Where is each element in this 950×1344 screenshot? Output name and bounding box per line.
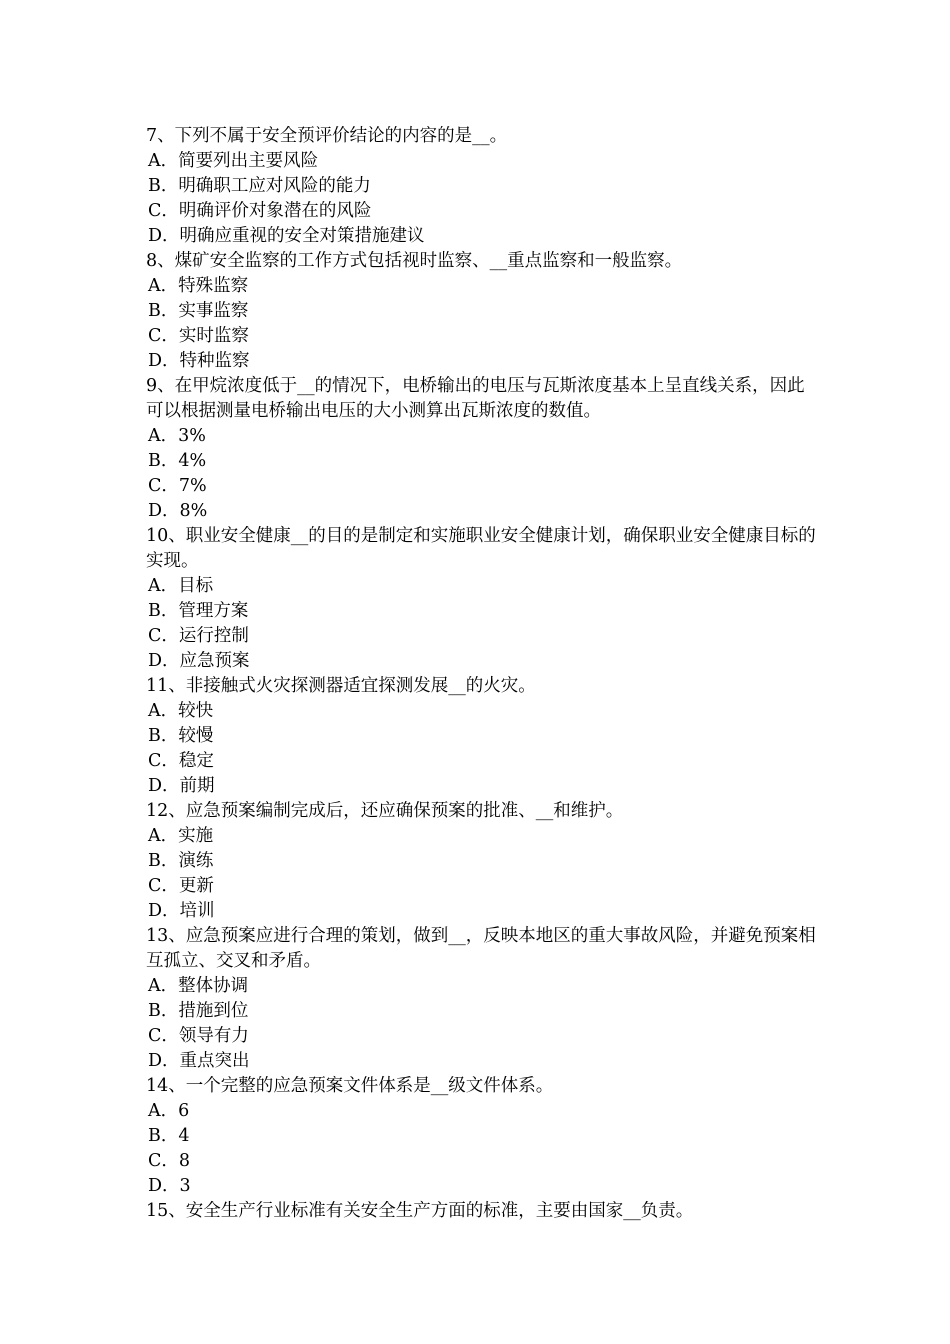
question-text: 10、职业安全健康__的目的是制定和实施职业安全健康计划，确保职业安全健康目标的实现。: [146, 526, 816, 571]
answer-option: D．培训: [148, 901, 215, 921]
answer-option: B．4: [148, 1126, 190, 1146]
question-block: [146, 524, 816, 674]
question-text: 13、应急预案应进行合理的策划，做到__，反映本地区的重大事故风险，并避免预案相互孤立、交叉和矛盾。: [146, 926, 816, 971]
question-block: [146, 1074, 816, 1199]
answer-option: B．明确职工应对风险的能力: [148, 176, 371, 196]
question-text: 12、应急预案编制完成后，还应确保预案的批准、__和维护。: [146, 801, 624, 821]
answer-option: D．应急预案: [148, 651, 250, 671]
question-block: [146, 674, 816, 799]
question-block: [146, 799, 816, 924]
answer-option: A．简要列出主要风险: [148, 151, 319, 171]
question-block: [146, 124, 816, 249]
answer-option: D．前期: [148, 776, 215, 796]
answer-option: B．4%: [148, 451, 207, 471]
question-text: 7、下列不属于安全预评价结论的内容的是__。: [146, 126, 508, 146]
answer-option: A．实施: [148, 826, 214, 846]
answer-option: C．领导有力: [148, 1026, 249, 1046]
question-text: 15、安全生产行业标准有关安全生产方面的标准，主要由国家__负责。: [146, 1201, 694, 1221]
question-text: 8、煤矿安全监察的工作方式包括视时监察、__重点监察和一般监察。: [146, 251, 683, 271]
answer-option: C．运行控制: [148, 626, 249, 646]
answer-option: A．目标: [148, 576, 214, 596]
answer-option: D．8%: [148, 501, 208, 521]
answer-option: C．实时监察: [148, 326, 249, 346]
question-block: [146, 249, 816, 374]
answer-option: D．明确应重视的安全对策措施建议: [148, 226, 425, 246]
answer-option: C．8: [148, 1151, 191, 1171]
question-block: [146, 1199, 816, 1224]
question-text: 9、在甲烷浓度低于__的情况下，电桥输出的电压与瓦斯浓度基本上呈直线关系，因此可以根据测量电桥输出电压的大小测算出瓦斯浓度的数值。: [146, 376, 805, 421]
answer-option: D．3: [148, 1176, 191, 1196]
answer-option: C．更新: [148, 876, 214, 896]
question-block: [146, 374, 816, 524]
question-list: [146, 124, 816, 1224]
question-text: 14、一个完整的应急预案文件体系是__级文件体系。: [146, 1076, 554, 1096]
answer-option: D．特种监察: [148, 351, 250, 371]
question-text: 11、非接触式火灾探测器适宜探测发展__的火灾。: [146, 676, 536, 696]
answer-option: A．整体协调: [148, 976, 249, 996]
question-block: [146, 924, 816, 1074]
answer-option: A．6: [148, 1101, 190, 1121]
answer-option: A．较快: [148, 701, 214, 721]
answer-option: B．较慢: [148, 726, 214, 746]
answer-option: B．措施到位: [148, 1001, 249, 1021]
answer-option: A．特殊监察: [148, 276, 249, 296]
answer-option: D．重点突出: [148, 1051, 250, 1071]
answer-option: C．稳定: [148, 751, 214, 771]
answer-option: C．7%: [148, 476, 207, 496]
answer-option: B．管理方案: [148, 601, 249, 621]
answer-option: C．明确评价对象潜在的风险: [148, 201, 372, 221]
answer-option: A．3%: [148, 426, 206, 446]
answer-option: B．实事监察: [148, 301, 249, 321]
answer-option: B．演练: [148, 851, 214, 871]
